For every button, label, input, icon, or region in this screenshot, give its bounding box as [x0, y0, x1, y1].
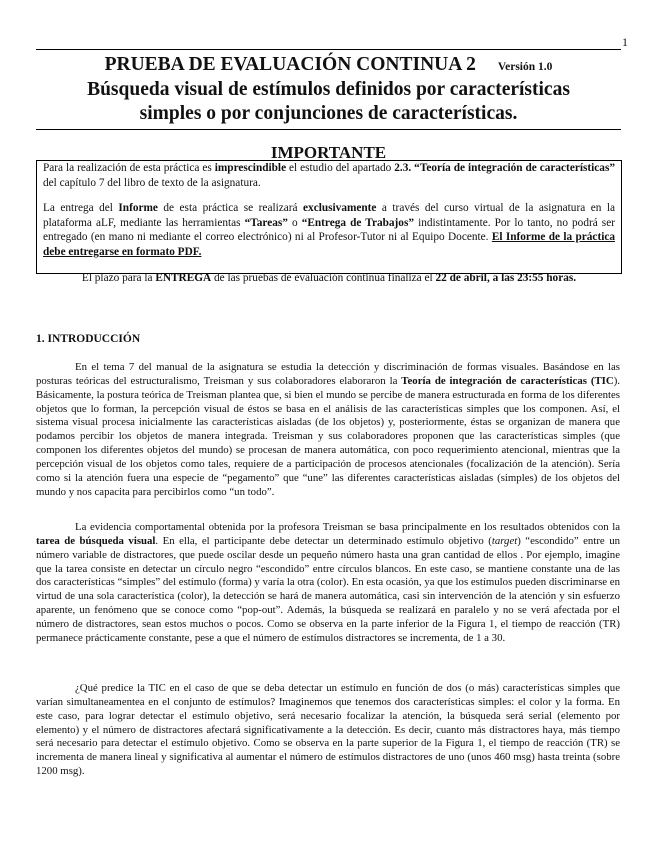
text: . En ella, el participante debe detectar un determinado estímulo objetivo ( [155, 534, 492, 547]
emphasis: imprescindible [214, 162, 287, 174]
deadline-paragraph [43, 271, 615, 286]
body-paragraph-2 [36, 521, 620, 646]
emphasis: 2.3. “Teoría de integración de características” [394, 162, 615, 174]
emphasis: exclusivamente [303, 202, 377, 215]
subtitle-line-2: simples o por conjunciones de características. [139, 103, 518, 124]
text: indistintamente. Por lo tanto, no podrá ser entregado (en mano ni mediante el correo electrónico) ni al Profesor-Tutor ni al Equipo Docente. [43, 216, 615, 244]
pdf-format-notice: El Informe de la práctica debe entregarse en formato PDF. [43, 231, 616, 258]
important-notice-box [36, 160, 622, 284]
section-heading: 1. INTRODUCCIÓN [36, 333, 141, 345]
paragraph [36, 682, 620, 779]
text: de esta práctica se realizará [157, 202, 304, 215]
text: a través del curso virtual de la asignatura en la plataforma aLF, mediante las herramientas [43, 202, 616, 229]
notice-paragraph-1 [43, 161, 615, 190]
title-line [36, 54, 621, 78]
title-block [36, 54, 621, 126]
text: Para la realización de esta práctica es [43, 162, 215, 174]
deadline-date: 22 de abril, a las 23:55 horas. [435, 271, 577, 284]
text: ¿Qué predice la TIC en el caso de que se deba detectar un estímulo en función de dos (o más) características simples que varían simultaneamentea en el conjunto de estímulos? Imaginemos que tenemos dos características simples: el color y la forma. En este caso, para lograr detectar el estímulo objetivo, será necesario focalizar la atención, la búsqueda será serial (elemento por elemento) y el número de distractores afectará significativamente a la detección. Es decir, cuanto más distractores haya, más tiempo será necesario para detectar el estímulo objetivo. Como se observa en la parte superior de la Figura 1, el tiempo de reacción (TR) se incrementa de manera lineal y significativa al aumentar el número de estímulos distractores de uno (unos 460 msg) hasta treinta (sobre 1200 msg). [36, 682, 620, 778]
italic-term: target [491, 534, 518, 547]
emphasis: “Tareas” [244, 216, 288, 229]
text: el estudio del apartado [286, 162, 395, 174]
text: ). Básicamente, la postura teórica de Treisman plantea que, si bien el mundo se percibe de manera estructurada en forma de los diferentes objetos que lo forman, la percepción visual de éstos se basa en el análisis de las características simples que los componen. Así, el sistema visual procesa inicialmente las características aisladas (de los objetos) y, posteriormente, éstas se organizan de manera que podamos percibir los objetos de manera integrada. Treisman y sus colaboradores proponen que las características simples (que componen los diferentes objetos del mundo) se procesan de manera automática, con poco requerimiento atencional, mientras que la percepción visual de los objetos como tales, requiere de a participación de procesos atencionales (focalización de la atención). Sería como si la atención fuera una especie de “pegamento” que “une” las diferentes características aisladas (simples) de los objetos del mundo y nos capacita para percibirlos como “un todo”. [36, 374, 620, 498]
notice-paragraph-2 [43, 201, 615, 259]
emphasis: Informe [118, 202, 158, 215]
body-paragraph-3 [36, 682, 620, 779]
text: En el tema 7 del manual de la asignatura se estudia la detección y discriminación de formas visuales. Basándose en las posturas teóricas del estructuralismo, Treisman y sus colaboradores elaboraron la [36, 361, 620, 387]
paragraph [36, 361, 620, 499]
text: o [287, 216, 302, 229]
version-label: Versión 1.0 [497, 61, 553, 73]
top-rule [36, 49, 621, 50]
emphasis: “Entrega de Trabajos” [301, 216, 415, 229]
text: de las pruebas de evaluación continua finaliza el [211, 271, 436, 284]
body-paragraph-1 [36, 361, 620, 499]
emphasis: ENTREGA [155, 271, 212, 284]
paragraph [36, 521, 620, 646]
title-bottom-rule [36, 129, 621, 130]
emphasis: tarea de búsqueda visual [36, 534, 156, 547]
text: La entrega del [43, 202, 119, 215]
emphasis: Teoría de integración de características (TIC [401, 374, 614, 387]
text: ) “escondido” entre un número variable de distractores, que puede oscilar desde un pequeño número hasta una gran cantidad de ellos . Por ejemplo, imagine que la tarea consiste en detectar un círculo negro “escondido” entre círculos blancos. En este caso, se mantiene constante una de las dos características “simples” del estímulo (forma) y varía la otra (color). En esta ocasión, ya que los estímulos pueden discriminarse en virtud de una sola característica (color), la detección se hará de manera automática, casi sin intervención de la atención y sin esfuerzo aparente, un fenómeno que se conoce como “pop-out”. Además, la búsqueda se realizará en paralelo y no se verá afectada por el número de distractores, sean estos muchos o pocos. Como se observa en la parte inferior de la Figura 1, el tiempo de reacción (TR) permanece prácticamente constante, pese a que el número de estímulos distractores se incrementa, de 1 a 30. [36, 534, 620, 644]
text: El plazo para la [81, 271, 156, 284]
text: del capítulo 7 del libro de texto de la asignatura. [43, 176, 261, 189]
title-main: PRUEBA DE EVALUACIÓN CONTINUA 2 [104, 54, 476, 75]
important-heading: IMPORTANTE [270, 143, 387, 162]
page-number: 1 [622, 35, 628, 49]
subtitle-line-1: Búsqueda visual de estímulos definidos por características [87, 79, 570, 100]
text: La evidencia comportamental obtenida por la profesora Treisman se basa principalmente en los resultados obtenidos con la [75, 521, 620, 533]
